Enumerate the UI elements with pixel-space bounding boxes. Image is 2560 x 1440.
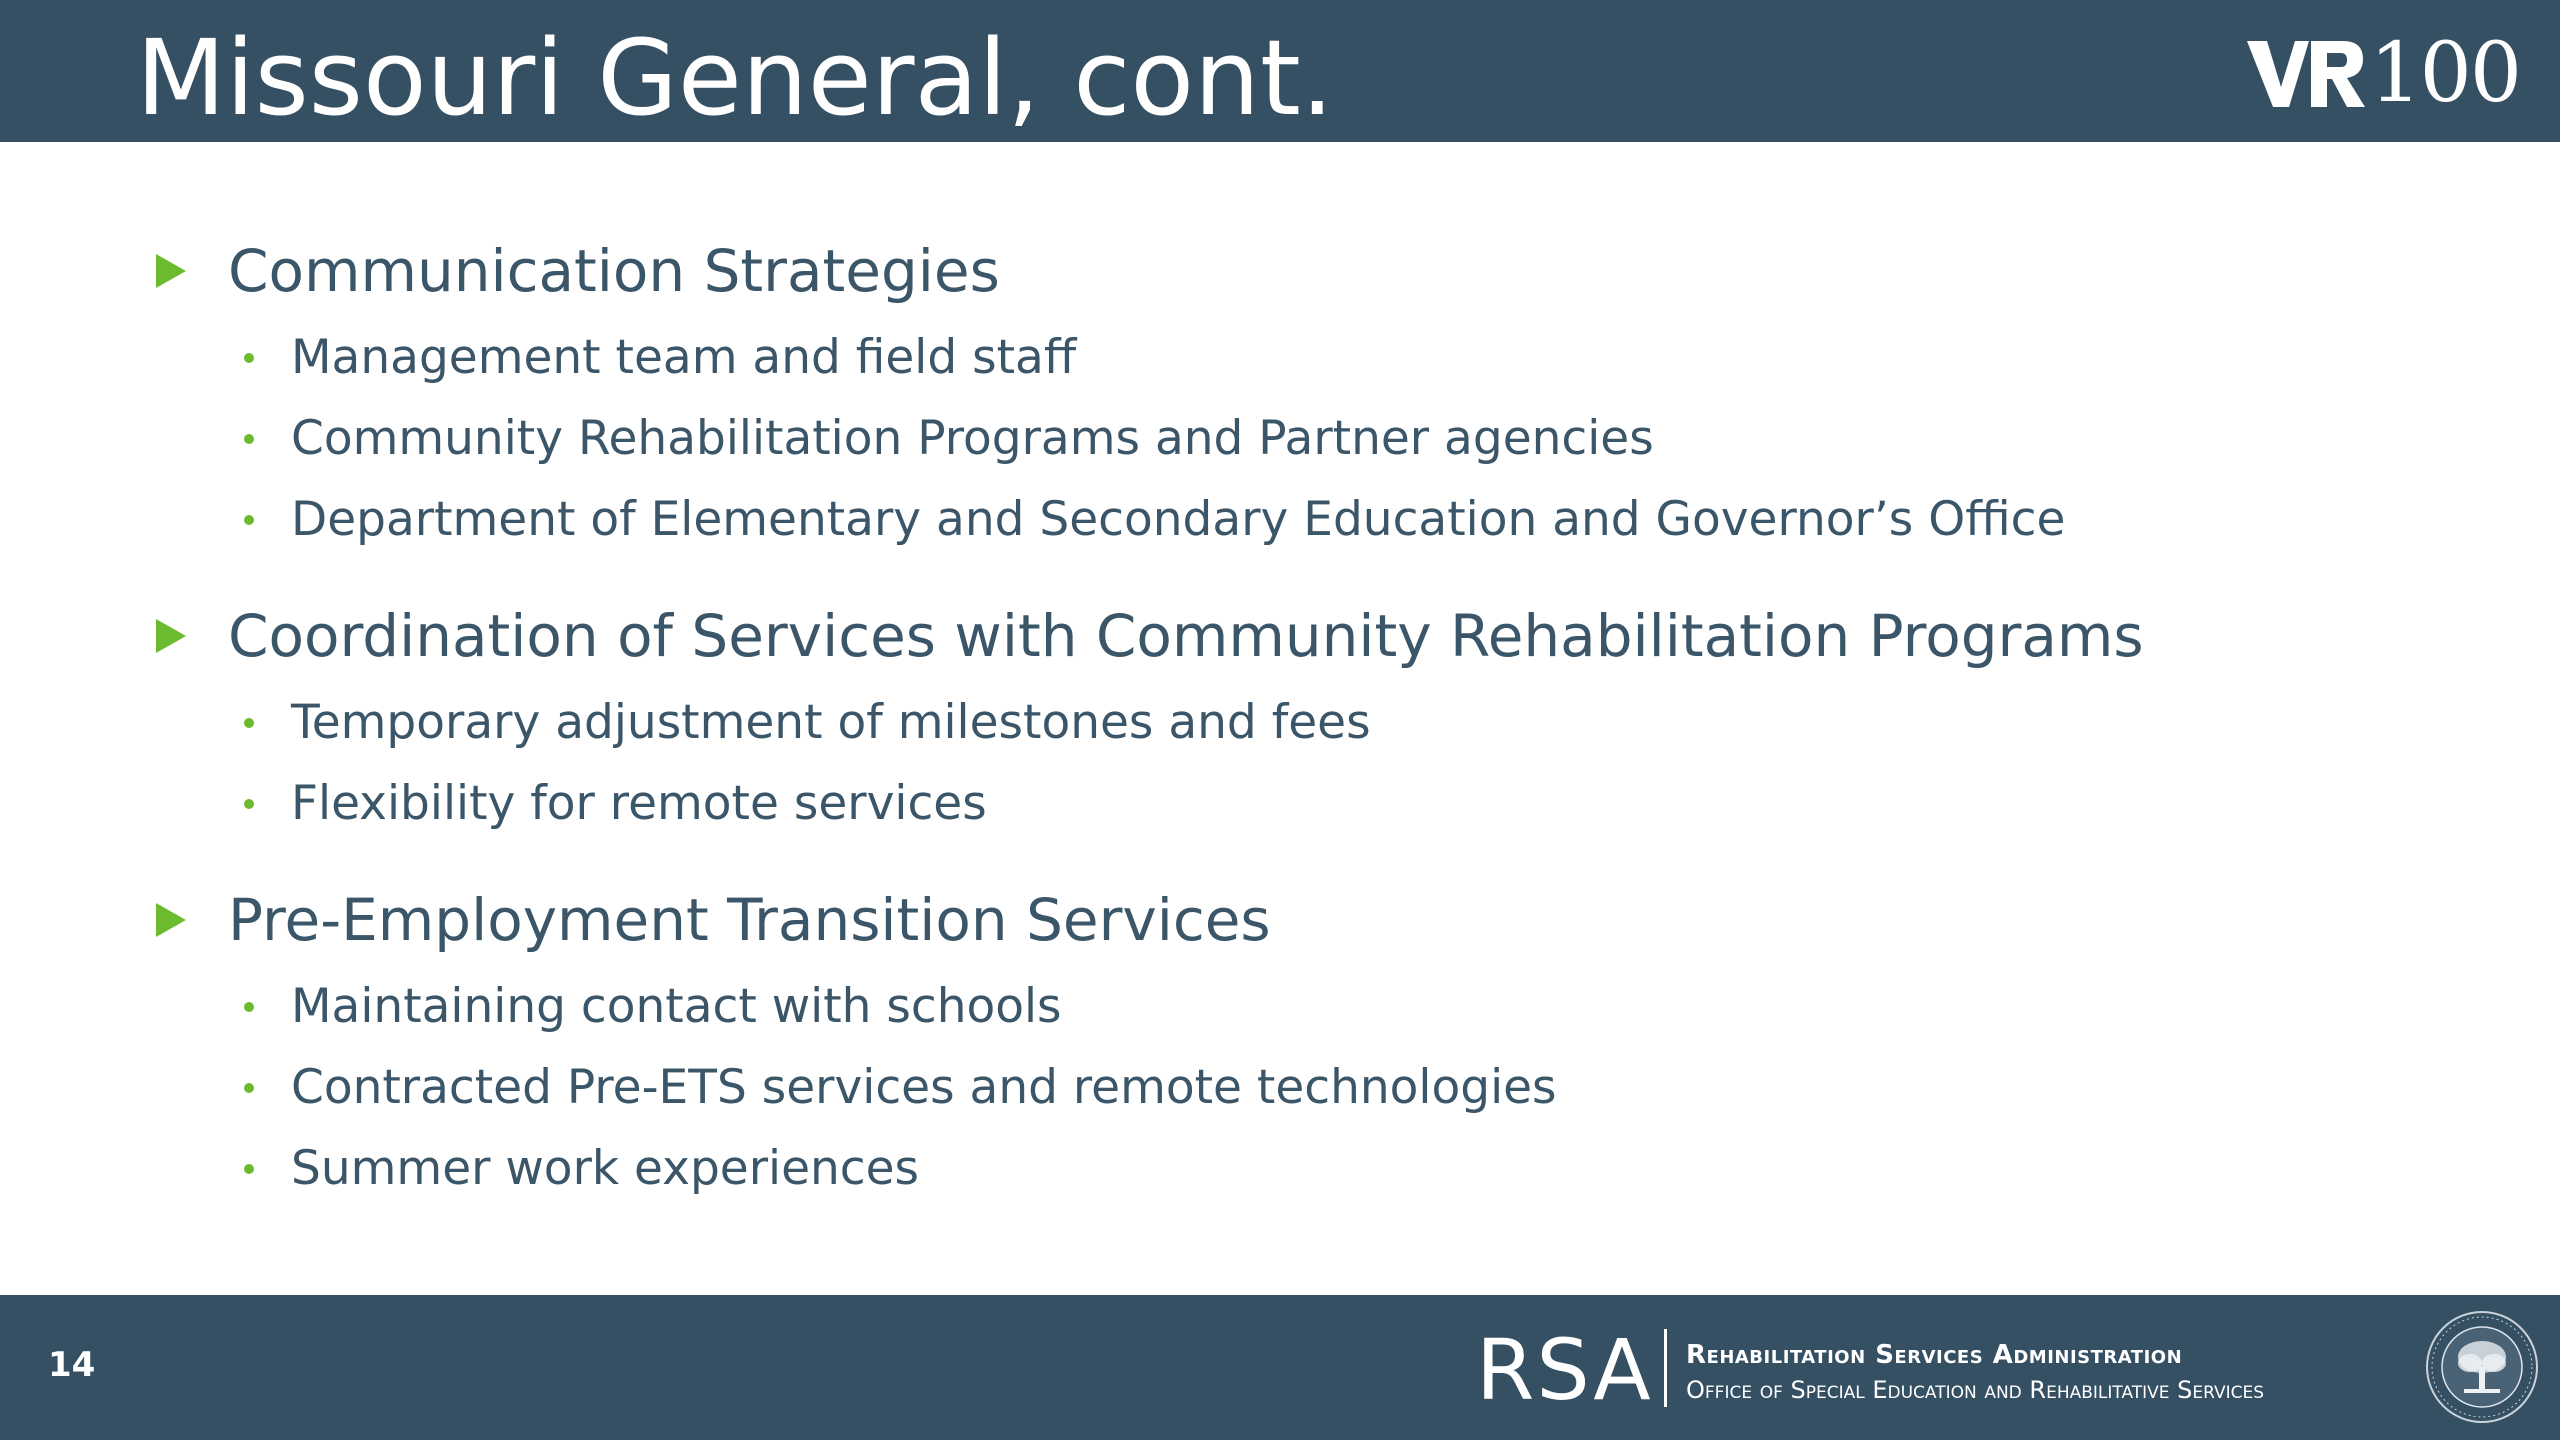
- triangle-bullet-icon: [156, 619, 186, 653]
- vr100-logo: [2247, 26, 2520, 121]
- list-item-text: Community Rehabilitation Programs and Partner agencies: [291, 411, 1654, 466]
- agency-office: Office of Special Education and Rehabilitative Services: [1686, 1376, 2265, 1404]
- list-item-text: Department of Elementary and Secondary Education and Governor’s Office: [291, 492, 2066, 547]
- list-item: [156, 1047, 2456, 1128]
- section-heading: [156, 874, 2456, 966]
- section-communication-strategies: [156, 225, 2456, 560]
- list-item-text: Management team and field staff: [291, 330, 1077, 385]
- slide-title: Missouri General, cont.: [136, 17, 1334, 139]
- dot-bullet-icon: [244, 434, 254, 444]
- page-number: 14: [48, 1345, 96, 1385]
- list-item-text: Contracted Pre-ETS services and remote technologies: [291, 1060, 1557, 1115]
- footer-band: [0, 1295, 2560, 1440]
- list-item: [156, 398, 2456, 479]
- dot-bullet-icon: [244, 799, 254, 809]
- list-item-text: Maintaining contact with schools: [291, 979, 1062, 1034]
- slide-body: [156, 225, 2456, 1239]
- list-item-text: Temporary adjustment of milestones and fees: [291, 695, 1371, 750]
- section-heading: [156, 590, 2456, 682]
- dot-bullet-icon: [244, 1002, 254, 1012]
- dot-bullet-icon: [244, 515, 254, 525]
- vr-logo-number: 100: [2369, 26, 2520, 121]
- dot-bullet-icon: [244, 1083, 254, 1093]
- department-seal-icon: [2424, 1309, 2540, 1425]
- section-heading: [156, 225, 2456, 317]
- section-heading-text: Pre-Employment Transition Services: [228, 886, 1271, 954]
- rsa-logo-text: RSA: [1476, 1321, 1653, 1419]
- list-item-text: Flexibility for remote services: [291, 776, 987, 831]
- list-item: [156, 763, 2456, 844]
- list-item: [156, 682, 2456, 763]
- list-item: [156, 317, 2456, 398]
- rsa-divider: [1664, 1329, 1667, 1407]
- header-band: [0, 0, 2560, 142]
- dot-bullet-icon: [244, 1164, 254, 1174]
- dot-bullet-icon: [244, 353, 254, 363]
- triangle-bullet-icon: [156, 903, 186, 937]
- list-item: [156, 1128, 2456, 1209]
- section-heading-text: Communication Strategies: [228, 237, 1000, 305]
- agency-block: [1686, 1337, 2264, 1407]
- dot-bullet-icon: [244, 718, 254, 728]
- section-coordination-of-services: [156, 590, 2456, 844]
- list-item-text: Summer work experiences: [291, 1141, 920, 1196]
- agency-name: Rehabilitation Services Administration: [1686, 1340, 2183, 1370]
- section-heading-text: Coordination of Services with Community Rehabilitation Programs: [228, 602, 2144, 670]
- triangle-bullet-icon: [156, 254, 186, 288]
- section-pre-employment-transition-services: [156, 874, 2456, 1209]
- list-item: [156, 966, 2456, 1047]
- vr-logo-icon: [2247, 39, 2367, 109]
- list-item: [156, 479, 2456, 560]
